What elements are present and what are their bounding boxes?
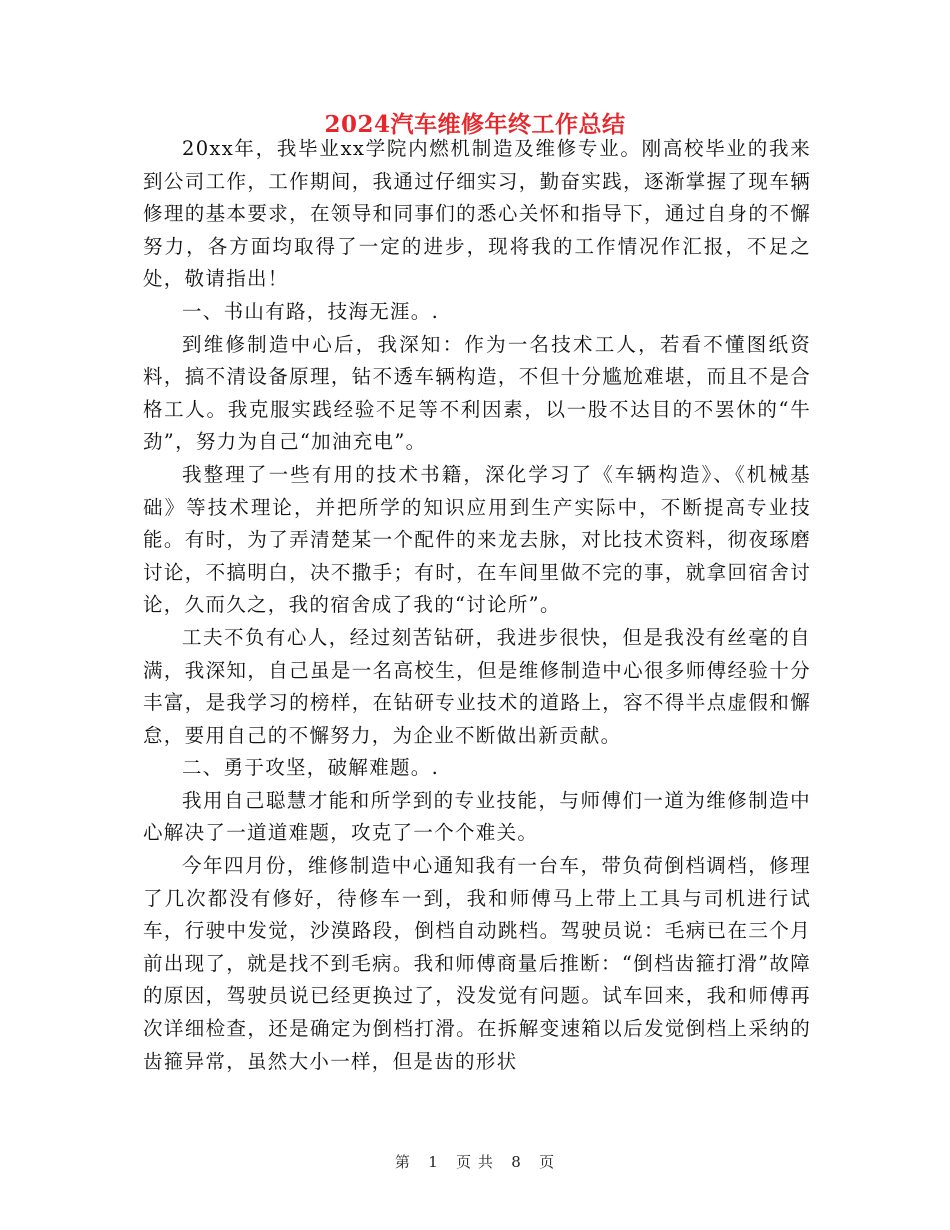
paragraph: 我整理了一些有用的技术书籍，深化学习了《车辆构造》、《机械基础》等技术理论，并把所学的知识应用到生产实际中，不断提高专业技能。有时，为了弄清楚某一个配件的来龙去脉，对比技术资料，彻夜琢磨讨论，不搞明白，决不撒手；有时，在车间里做不完的事，就拿回宿舍讨论，久而久之，我的宿舍成了我的“讨论所”。 — [143, 462, 811, 617]
paragraph: 工夫不负有心人，经过刻苦钻研，我进步很快，但是我没有丝毫的自满，我深知，自己虽是一名高校生，但是维修制造中心很多师傅经验十分丰富，是我学习的榜样，在钻研专业技术的道路上，容不得半点虚假和懈怠，要用自己的不懈努力，为企业不断做出新贡献。 — [143, 625, 811, 747]
footer-suffix: 页 — [539, 1153, 556, 1171]
current-page-number: 1 — [428, 1153, 439, 1171]
paragraph: 到维修制造中心后，我深知：作为一名技术工人，若看不懂图纸资料，搞不清设备原理，钻不透车辆构造，不但十分尴尬难堪，而且不是合格工人。我克服实践经验不足等不利因素，以一股不达目的不罢休的“牛劲”，努力为自己“加油充电”。 — [143, 332, 811, 454]
section-heading: 二、勇于攻坚，破解难题。. — [182, 756, 440, 780]
footer-prefix: 第 — [394, 1153, 411, 1171]
paragraph: 今年四月份，维修制造中心通知我有一台车，带负荷倒档调档，修理了几次都没有修好，待修车一到，我和师傅马上带上工具与司机进行试车，行驶中发觉，沙漠路段，倒档自动跳档。驾驶员说：毛病已在三个月前出现了，就是找不到毛病。我和师傅商量后推断：“倒档齿箍打滑”故障的原因，驾驶员说已经更换过了，没发觉有问题。试车回来，我和师傅再次详细检查，还是确定为倒档打滑。在拆解变速箱以后发觉倒档上采纳的齿箍异常，虽然大小一样，但是齿的形状 — [143, 854, 811, 1073]
document-body — [143, 133, 811, 1078]
paragraph: 我用自己聪慧才能和所学到的专业技能，与师傅们一道为维修制造中心解决了一道道难题，攻克了一个个难关。 — [143, 788, 811, 845]
document-title: 2024汽车维修年终工作总结 — [324, 111, 626, 138]
total-pages-number: 8 — [511, 1153, 522, 1171]
paragraph: 20xx年，我毕业xx学院内燃机制造及维修专业。刚高校毕业的我来到公司工作，工作期间，我通过仔细实习，勤奋实践，逐渐掌握了现车辆修理的基本要求，在领导和同事们的悉心关怀和指导下，通过自身的不懈努力，各方面均取得了一定的进步，现将我的工作情况作汇报，不足之处，敬请指出！ — [143, 137, 811, 291]
footer-middle: 页 共 — [456, 1153, 494, 1171]
page-footer — [0, 1152, 950, 1172]
section-heading: 一、书山有路，技海无涯。. — [182, 299, 440, 323]
